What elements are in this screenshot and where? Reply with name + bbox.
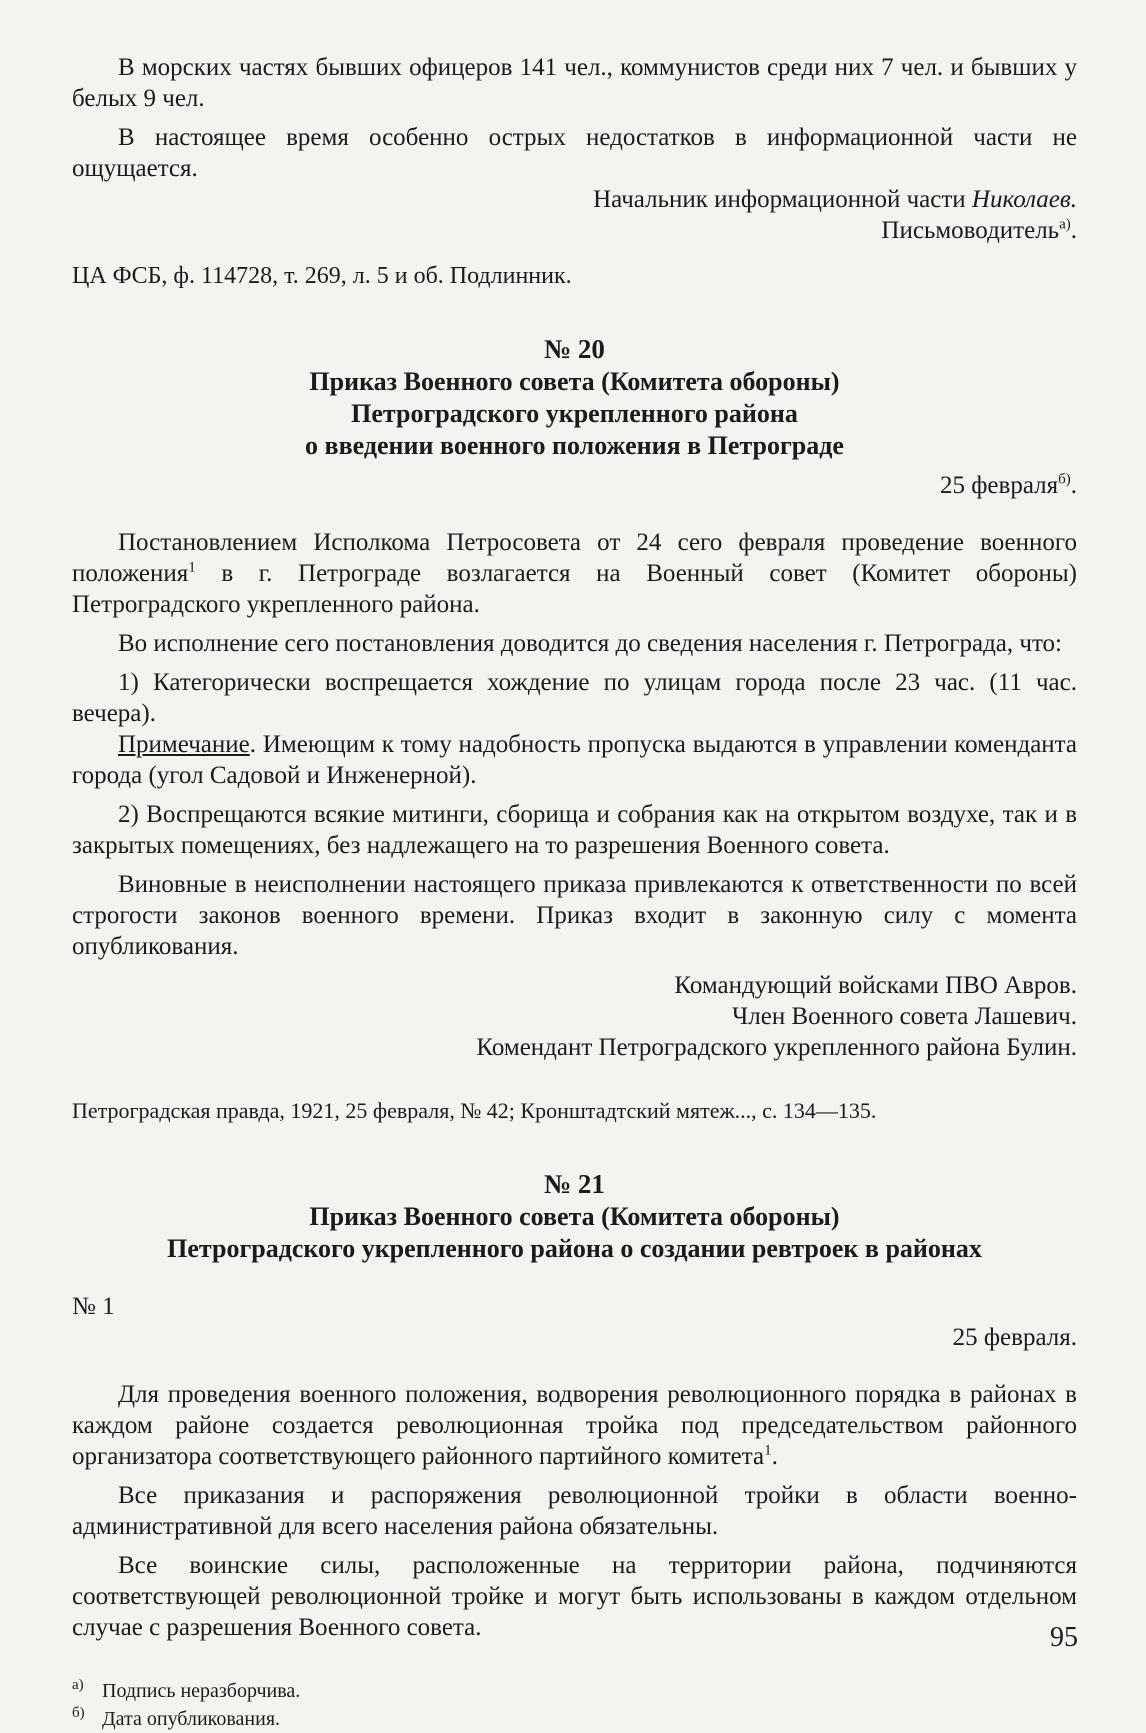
footnote-ref-a: а) bbox=[1059, 216, 1071, 233]
doc20-signature-2: Член Военного совета Лашевич. bbox=[732, 1003, 1077, 1030]
page-number: 95 bbox=[1050, 1622, 1078, 1653]
signature-chief bbox=[72, 184, 1077, 215]
doc21-title-line-1: Приказ Военного совета (Комитета обороны) bbox=[309, 1202, 840, 1231]
doc20-paragraph-3: Виновные в неисполнении настоящего приказа привлекаются к ответственности по всей строгости законов военного времени. Приказ входит в законную силу с момента опубликования. bbox=[72, 871, 1077, 960]
signature-clerk-end: . bbox=[1070, 217, 1077, 244]
doc20-title-line-2: Петроградского укрепленного района bbox=[351, 399, 798, 428]
doc20-date-end: . bbox=[1070, 472, 1077, 499]
page bbox=[72, 52, 1077, 1730]
doc21-paragraph-1a: Для проведения военного положения, водворения революционного порядка в районах в каждом районе создается революционная тройка под председательством районного организатора соответствующего районного партийного комитета bbox=[72, 1381, 1077, 1470]
footnote-b: б) Дата опубликования. bbox=[72, 1705, 281, 1730]
endnote-ref-1b: 1 bbox=[764, 1442, 772, 1459]
doc20-date bbox=[72, 470, 1077, 501]
doc21-paragraph-3: Все воинские силы, расположенные на территории района, подчиняются соответствующей революционной тройке и могут быть использованы в каждом отдельном случае с разрешения Военного совета. bbox=[72, 1552, 1077, 1641]
endnote-ref-1: 1 bbox=[188, 559, 196, 576]
doc20-item-1: 1) Категорически воспрещается хождение по улицам города после 23 час. (11 час. вечера). bbox=[72, 669, 1077, 727]
doc20-signature-3: Комендант Петроградского укрепленного района Булин. bbox=[476, 1034, 1077, 1061]
intro-paragraph-2: В настоящее время особенно острых недостатков в информационной части не ощущается. bbox=[72, 124, 1077, 182]
doc20-paragraph-1 bbox=[72, 527, 1077, 620]
footnote-a-text: Подпись неразборчива. bbox=[102, 1680, 301, 1702]
doc21-title-line-2: Петроградского укрепленного района о создании ревтроек в районах bbox=[167, 1234, 982, 1263]
signature-clerk-title: Письмоводитель bbox=[881, 217, 1060, 244]
doc20-paragraph-1b: в г. Петрограде возлагается на Военный совет (Комитет обороны) Петроградского укрепленного района. bbox=[72, 560, 1077, 618]
doc20-note-label: Примечание bbox=[118, 731, 250, 758]
footnote-b-text: Дата опубликования. bbox=[102, 1708, 281, 1730]
signature-chief-title: Начальник информационной части bbox=[593, 186, 972, 213]
footnote-a: а) Подпись неразборчива. bbox=[72, 1677, 301, 1702]
doc20-note bbox=[72, 729, 1077, 791]
doc21-date: 25 февраля. bbox=[952, 1324, 1077, 1351]
doc21-order-number: № 1 bbox=[72, 1293, 115, 1320]
footnote-ref-b: б) bbox=[1058, 471, 1071, 488]
doc21-paragraph-1 bbox=[72, 1379, 1077, 1472]
doc20-paragraph-1a: Постановлением Исполкома Петросовета от 24 сего февраля проведение военного положения bbox=[72, 529, 1077, 587]
intro-paragraph-1: В морских частях бывших офицеров 141 чел., коммунистов среди них 7 чел. и бывших у белых 9 чел. bbox=[72, 54, 1077, 112]
doc20-date-text: 25 февраля bbox=[939, 472, 1059, 499]
doc20-title-line-1: Приказ Военного совета (Комитета обороны) bbox=[309, 367, 840, 396]
doc20-signature-1: Командующий войсками ПВО Авров. bbox=[674, 972, 1077, 999]
doc21-number: № 21 bbox=[544, 1169, 605, 1199]
doc20-title-line-3: о введении военного положения в Петрограде bbox=[305, 431, 844, 460]
doc20-paragraph-2: Во исполнение сего постановления доводится до сведения населения г. Петрограда, что: bbox=[118, 630, 1063, 657]
signature-chief-name: Николаев. bbox=[971, 186, 1077, 213]
archive-source: ЦА ФСБ, ф. 114728, т. 269, л. 5 и об. Подлинник. bbox=[72, 263, 572, 289]
doc20-source: Петроградская правда, 1921, 25 февраля, № 42; Кронштадтский мятеж..., с. 134—135. bbox=[72, 1098, 877, 1123]
doc20-item-2: 2) Воспрещаются всякие митинги, сборища и собрания как на открытом воздухе, так и в закрытых помещениях, без надлежащего на то разрешения Военного совета. bbox=[72, 801, 1077, 859]
doc21-paragraph-1b: . bbox=[771, 1443, 778, 1470]
doc21-paragraph-2: Все приказания и распоряжения революционной тройки в области военно-административной для всего населения района обязательны. bbox=[72, 1482, 1077, 1540]
signature-clerk bbox=[72, 215, 1077, 246]
doc20-note-text: . Имеющим к тому надобность пропуска выдаются в управлении коменданта города (угол Садовой и Инженерной). bbox=[72, 731, 1077, 789]
doc20-number: № 20 bbox=[544, 334, 605, 364]
